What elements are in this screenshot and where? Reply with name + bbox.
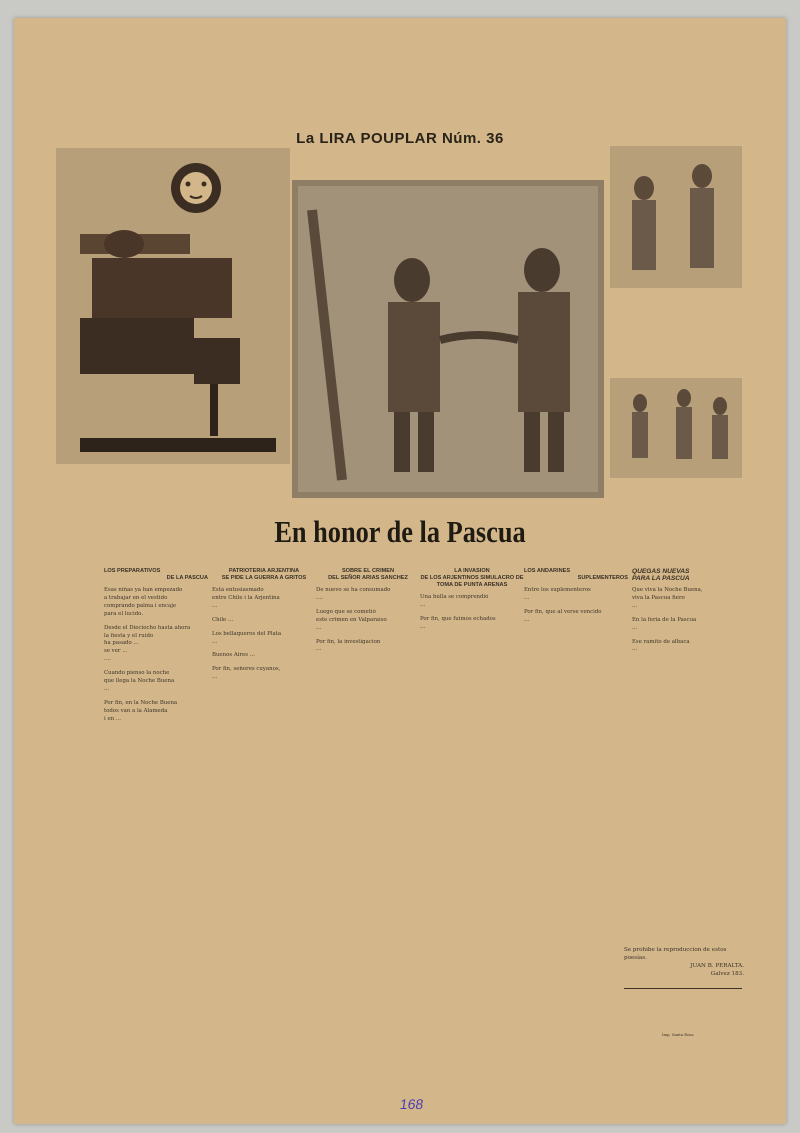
column-3 — [316, 568, 420, 654]
column-1 — [104, 568, 208, 724]
verse-line: Luego que se cometió — [316, 608, 376, 615]
verse-line: ... — [316, 646, 322, 653]
verse-line: la fiesta y el ruido — [104, 632, 154, 639]
author-name: JUAN B. PERALTA. — [690, 963, 744, 969]
verse-line: ... — [632, 624, 638, 631]
verse-line: ... — [212, 638, 218, 645]
column-title: LA INVASION DE LOS ARJENTINOS SIMULACRO DE TOMA DE PUNTA ARENAS — [420, 568, 524, 588]
verse-line: viva la Pascua fiero — [632, 594, 685, 601]
verse-line: ... — [524, 616, 530, 623]
verse-line: ... — [420, 623, 426, 630]
column-title: QUEGAS NUEVAS PARA LA PASCUA — [632, 568, 690, 582]
verse-line: ha pasado ... — [104, 640, 139, 647]
column-body — [212, 587, 316, 682]
verse-line: Entre los suplementeros — [524, 587, 591, 593]
verse-line: Desde el Dieciocho hasta ahora — [104, 624, 191, 631]
column-4 — [420, 568, 524, 632]
verse-line: ... — [212, 602, 218, 609]
verse-line: para el lucido. — [104, 610, 144, 617]
column-5 — [524, 568, 628, 625]
author-credit — [624, 946, 744, 989]
column-2 — [212, 568, 316, 682]
verse-line: Por fin, señores cuyanos, — [212, 666, 281, 673]
woodcut-soldiers — [610, 378, 742, 478]
verse-line: .... — [316, 594, 323, 601]
verse-line: Chile ... — [212, 616, 234, 623]
divider — [624, 988, 742, 989]
verse-line: Los bellaqueros del Plata — [212, 630, 282, 637]
verse-line: Que viva la Noche Buena, — [632, 587, 703, 593]
verse-line: Por fin, en la Noche Buena — [104, 699, 178, 706]
verse-line: comprando palma i encaje — [104, 602, 177, 609]
verse-line: Ese ramito de albaca — [632, 638, 690, 645]
verse-line: ... — [104, 685, 110, 692]
verse-line: ... — [632, 602, 638, 609]
verse-line: Una bulla se comprendió — [420, 594, 489, 600]
verse-line: que llega la Noche Buena — [104, 678, 175, 685]
verse-line: ... — [420, 601, 426, 608]
verse-line: ... — [632, 646, 638, 653]
verse-line: Por fin, la investigacion — [316, 638, 381, 645]
column-body — [104, 587, 208, 724]
verse-line: entre Chile i la Arjentina — [212, 594, 280, 601]
verse-line: se ver ... — [104, 648, 128, 655]
author-address: Galvez 183. — [710, 971, 744, 977]
woodcut-crowd-top — [610, 146, 742, 288]
broadsheet-page — [14, 18, 786, 1124]
verse-line: Buenos Aires ... — [212, 652, 255, 659]
verse-line: a trabajar en el vestido — [104, 594, 168, 601]
verse-line: todos van a la Alameda — [104, 707, 168, 714]
main-title: En honor de la Pascua — [274, 514, 526, 549]
verse-line: De nuevo se ha consumado — [316, 587, 391, 593]
column-body — [632, 587, 736, 654]
credit-note: Se prohibe la reproduccion de estos poesías. — [624, 947, 727, 961]
column-6 — [632, 568, 736, 654]
page-number: 168 — [398, 1096, 425, 1112]
verse-line: Por fin, que al verse vencido — [524, 608, 602, 615]
verse-line: ... — [524, 594, 530, 601]
verse-line: ... — [316, 624, 322, 631]
verse-line: En la feria de la Pascua — [632, 616, 697, 623]
woodcut-two-figures — [292, 180, 604, 498]
column-title: LOS ANDARINES SUPLEMENTEROS — [524, 568, 628, 581]
publication-header: La LIRA POUPLAR Núm. 36 — [296, 130, 504, 147]
column-title: PATRIOTERIA ARJENTINA SE PIDE LA GUERRA A GRITOS — [221, 568, 307, 581]
verse-line: este crimen en Valparaíso — [316, 616, 387, 623]
verse-line: i en ... — [104, 715, 121, 722]
verse-line: Por fin, que fuimos echados — [420, 615, 496, 622]
woodcut-sun-rider — [56, 148, 290, 464]
column-body — [420, 594, 524, 632]
column-body — [316, 587, 420, 654]
verse-line: .... — [104, 656, 111, 663]
column-title: LOS PREPARATIVOS DE LA PASCUA — [104, 568, 208, 581]
verse-line: Cuando pienso la noche — [104, 670, 170, 677]
column-body — [524, 587, 628, 625]
column-title: SOBRE EL CRIMEN DEL SEÑOR ARIAS SANCHEZ — [328, 568, 408, 581]
verse-line: Esas niñas ya han empezado — [104, 587, 183, 593]
verse-line: Está entusiasmado — [212, 587, 264, 593]
verse-line: ... — [212, 674, 218, 681]
printer-imprint: Imp. Santa Rosa — [662, 1032, 694, 1037]
